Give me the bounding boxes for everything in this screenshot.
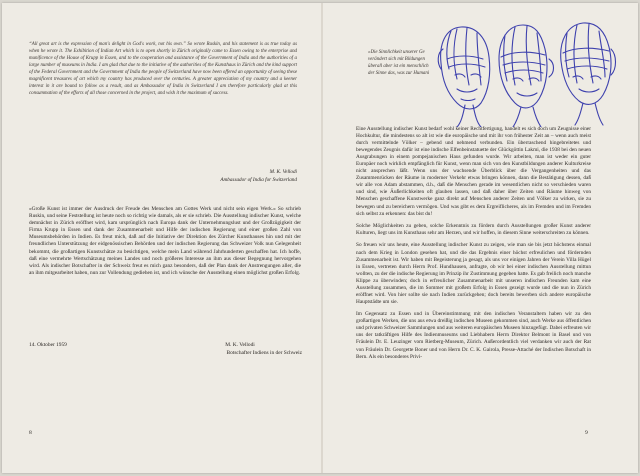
paragraph: So freuen wir uns heute, eine Ausstellung indischer Kunst zu zeigen, wie man sie bis jetzt höchstens einmal nach dem Krieg in London gesehen hat, und die das Ergebnis einer höchst erfreulichen und fördernden Zusammenarbeit ist. Wir haben mit Begeisterung ja gesagt, als uns vor einigen Jahren der Verein Villa Hügel in Essen, vertreten durch Herrn Prof. Hundhausen, anfragte, ob wir bei einer indischen Ausstellung mittun wollten, zu der die indische Regierung im Prinzip ihr Zustimmung gegeben hatte. Es gab freilich noch manche Klippe zu überwinden; doch in erfreulicher Zusammenarbeit mit unseren indischen Freunden kam eine Ausstellung zusammen, die im Sommer mit großem Erfolg in Essen gezeigt wurde und die nun in Zürich eröffnet wird. Von hier sollte sie nach Indien zurückgehen; doch bereits bewerben sich andere europäische Hauptstädte um sie. — [356, 242, 591, 305]
signature-title-english: Ambassador of India for Switzerland — [220, 177, 297, 183]
epigraph-line: verändert sich mit Bildungen — [368, 57, 425, 63]
sketched-head-3 — [561, 23, 616, 125]
epigraph-line: überall aber ist ein menschlich — [368, 64, 429, 70]
left-page — [2, 3, 321, 473]
paragraph: Solche Möglichkeiten zu geben, solche Erkenntnis zu fördern durch Ausstellungen großer Kunst anderer Kulturen, liegt uns im Kunsthaus sehr am Herzen, und wir hoffen, in diesem Sinne weiterschreiten zu können. — [356, 223, 591, 237]
right-page — [323, 3, 638, 473]
signature-name-english: M. K. Vellodi — [269, 169, 297, 175]
book-spread — [2, 3, 638, 473]
page-number-right: 9 — [585, 430, 588, 436]
letter-date: 14. Oktober 1959 — [29, 342, 67, 348]
epigraph-line: «Die Sinnlichkeit unserer Ge — [368, 50, 425, 55]
english-quote: “All great art is the expression of man's delight in God's work, not his own.” So wrote Ruskin, and his statement is as true today as when he wrote it. The Exhibition of Indian Art which is to open shortly in Zürich originally came to Essen owing to the enterprise and munificence of the House of Krupp in Essen, and to the cooperation and assistance of the Government of India and the authorities of a large number of museums in India. I am glad that due to the initiative of the authorities of the Kunsthaus in Zürich and the kind support of the Federal Government and the Government of India the people of Switzerland have now been offered an opportunity of seeing these magnificent treasures of art which my country has produced over the centuries. A greater appreciation of my country and a keener interest in it are bound to follow as a result, and as Ambassador of India in Switzerland I am therefore particularly glad at this consummation of the efforts of all those concerned in the project, and wish it the maximum of success. — [29, 42, 297, 97]
sketched-head-1 — [438, 27, 490, 127]
sketched-head-2 — [499, 25, 554, 127]
paragraph: Eine Ausstellung indischer Kunst bedarf wohl keiner Rechtfertigung, handelt es sich doch um Zeugnisse einer Hochkultur, die mindestens so alt ist wie die europäische und mit ihr von frühester Zeit an – wenn auch meist durch vermittelnde Völker – gebend und nehmend verbunden. Ein überraschend hingebreitetes und bewegendes Zeugnis dafür ist eine indische Elfenbeinstatuette der Glückgöttin Lakmi, die 1938 bei den neuen Ausgrabungen in einem pompejanischen Haus gefunden wurde. Wir arbeiten, man ist weder ein guter Europäer noch wirklich empfänglich für Kunst, wenn man sich von den Kunstbildungen anderer Kulturkreise nicht ansprechen läßt. Wenn uns der wachsende Überblick über die Vergangenheiten und das Zusammenrücken der Räume in moderner Verkehr etwas bringen können, dann die Bestätigung dessen, daß wir alle von Adam abstammen, d.h., daß die Menschen gerade im wesentlichen nicht so verschieden waren und sind, wie Äußerlichkeiten oft glauben lassen, und daß daher über Zeiten und Räume hinweg von Menschen geschaffene Kunstwerke ganz direkt auf Menschen anderer Zeiten und Völker zu wirken, sie zu bewegen und zu bereichern vermögen. Und was gibt es dem Ergreiflicheres, als im Fremden und im Fremden sich selbst zu erkennen: das bist du! — [356, 126, 591, 217]
german-body-text: «Große Kunst ist immer der Ausdruck der Freude des Menschen am Gottes Werk und nicht sein eigen Werk.» So schrieb Ruskin, und seine Feststellung ist heute noch so richtig wie damals, als er sie schrieb. Die Ausstellung indischer Kunst, welche demnächst in Zürich eröffnet wird, kam ursprünglich nach Europa dank der Unternehmungslust und der Großzügigkeit der Firma Krupp in Essen und dank der Zusammenarbeit und Hilfe der indischen Regierung und einer großen Zahl von Museumsbehörden in Indien. Es freut mich, daß auf die Initiative der Direktion des Zürcher Kunsthauses hin und mit der freundlichen Unterstützung der eidgenössischen Behörden und der indischen Regierung das Schweizer Volk nun Gelegenheit bekommt, die großartigen Kunstschätze zu besichtigen, welche mein Land während Jahrhunderten geschaffen hat. Ich hoffe, daß eine vermehrte Wertschätzung meines Landes und noch größeres Interesse an ihm aus dieser Begegnung hervorgehen wird. Als indischer Botschafter in der Schweiz freut es mich ganz besonders, daß der Plan dank der Anstrengungen aller, die an ihm mitgearbeitet haben, nun zur Vollendung gediehen ist, und ich wünsche der Ausstellung einen möglichst großen Erfolg. — [29, 206, 301, 276]
page-number-left: 8 — [29, 430, 32, 436]
paragraph: Im Gegensatz zu Essen und in Übereinstimmung mit den indischen Veranstaltern haben wir zu den großartigen Werken, die uns aus etwa dreißig indischen Museen gekommen sind, auch Werke aus öffentlichen und privaten Schweizer Sammlungen und aus weiteren europäischen Museen hinzugefügt. Dabei erfreuten wir uns der tatkräftigen Hilfe des Indienmuseums und Liebhabern Herrn Direktor Belmont in Basel und von Fräulein Dr. E. Leuzinger vom Rietberg-Museum, Zürich. Außerordentlich viel verdanken wir auch der Rat von Fräulein Dr. Georgette Boner und von Herrn Dr. C. K. Gairola, Presse-Attaché der Indischen Botschaft in Bern. Als ein besonderes Privi- — [356, 311, 591, 360]
right-body-text — [356, 126, 591, 366]
signature-name-german: M. K. Vellodi — [225, 342, 255, 348]
epigraph-line: der Sinne das, was zur Humani — [368, 71, 430, 77]
signature-title-german: Botschafter Indiens in der Schweiz — [226, 350, 302, 356]
ballpoint-heads-sketch — [427, 19, 619, 127]
